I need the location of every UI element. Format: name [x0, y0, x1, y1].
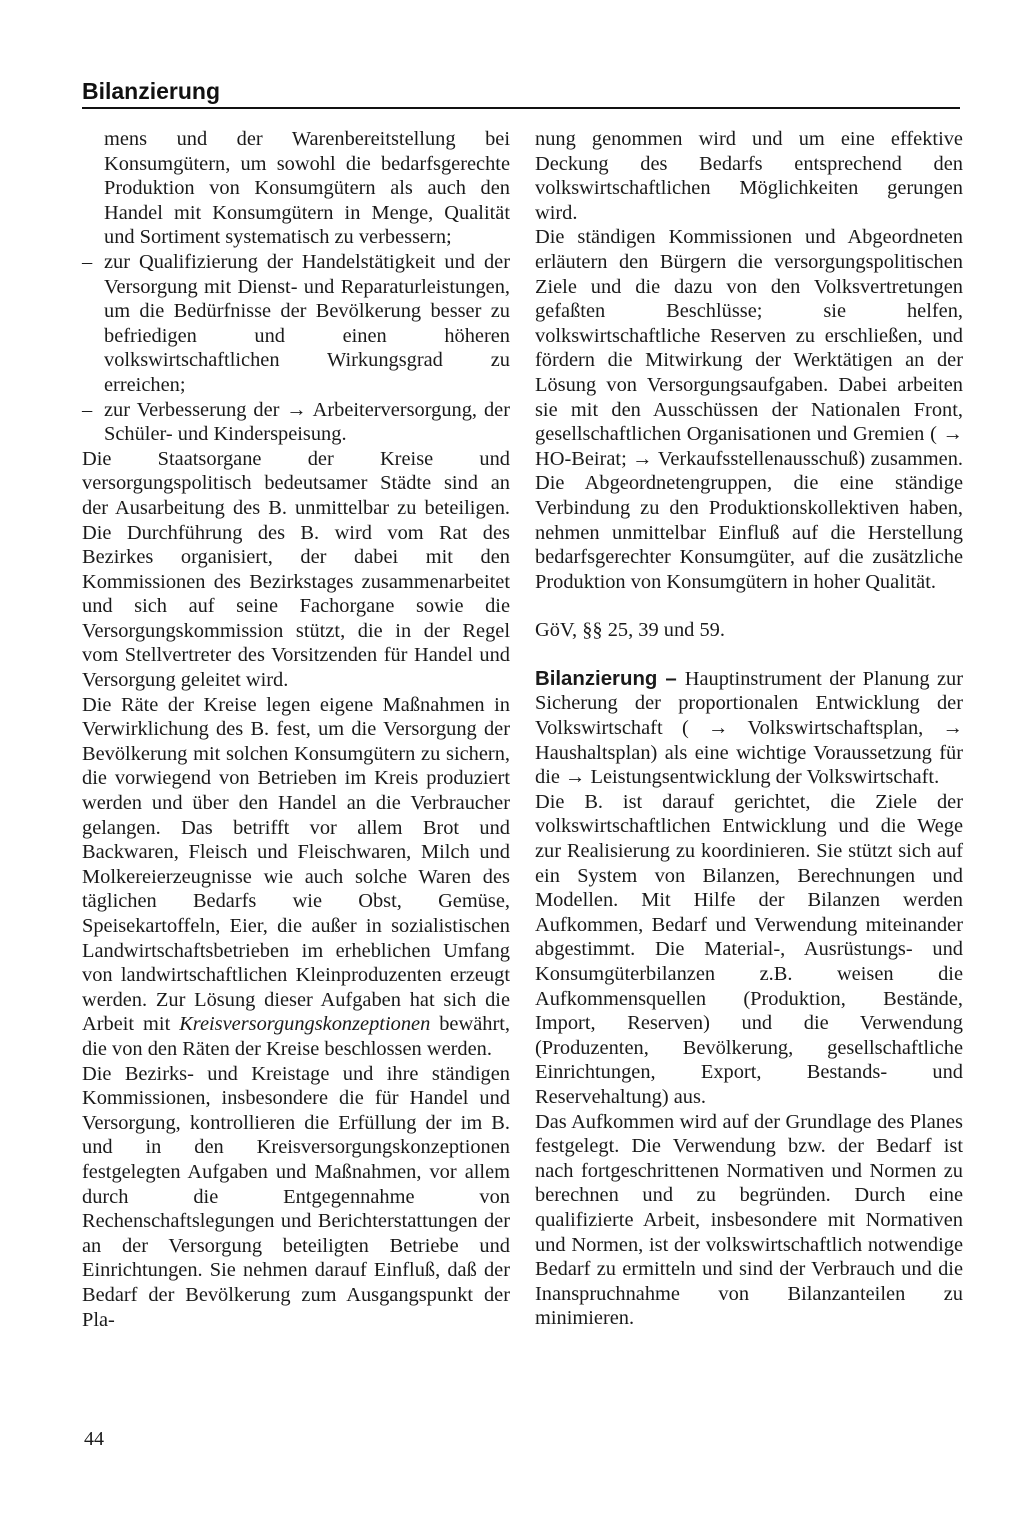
header-rule: [82, 107, 960, 109]
paragraph: Die B. ist darauf gerichtet, die Ziele der volkswirtschaftlichen Entwicklung und die Wege zur Realisierung zu koordinieren. Sie stützt sich auf ein System von Bilanzen, Berechnungen und Modellen. Mit Hilfe der Bilanzen werden Aufkommen, Bedarf und Verwendung miteinander abgestimmt. Die Material-, Ausrüstungs- und Konsumgüterbilanzen z.B. weisen die Aufkommensquellen (Produktion, Bestände, Import, Reserven) und die Verwendung (Produzenten, Bevölkerung, gesellschaftliche Einrichtungen, Export, Bestands- und Reservehaltung) aus.: [535, 790, 963, 1108]
list-item: [82, 250, 510, 398]
paragraph: Das Aufkommen wird auf der Grundlage des Planes festgelegt. Die Verwendung bzw. der Bedarf ist nach fortgeschrittenen Normativen und Normen zu berechnen und zu begründen. Durch eine qualifizierte Arbeit, insbesondere mit Normativen und Normen, ist der volkswirtschaftlich notwendige Bedarf zu ermitteln und sind der Verbrauch und die Inanspruchnahme von Bilanzanteilen zu minimieren.: [535, 1110, 963, 1330]
page-number: 44: [84, 1428, 104, 1450]
list-item-text: zur Qualifizierung der Handelstätigkeit und der Versorgung mit Dienst- und Reparaturleistungen, um die Bedürfnisse der Bevölkerung besser zu befriedigen und einen höheren volkswirtschaftlichen Wirkungsgrad zu erreichen;: [104, 250, 510, 396]
list-item-text: zur Verbesserung der → Arbeiterversorgung, der Schüler- und Kinderspeisung.: [104, 398, 510, 446]
entry-dash: –: [657, 667, 685, 690]
paragraph: nung genommen wird und um eine effektive Deckung des Bedarfs entsprechend den volkswirtschaftlichen Möglichkeiten gerungen wird.: [535, 128, 963, 224]
paragraph: Die ständigen Kommissionen und Abgeordneten erläutern den Bürgern die versorgungspolitischen Ziele und die dazu von den Volksvertretungen gefaßten Beschlüsse; sie helfen, volkswirtschaftliche Reserven zu erschließen, und fördern die Mitwirkung der Werktätigen an der Lösung von Versorgungsaufgaben. Dabei arbeiten sie mit den Ausschüssen der Nationalen Front, gesellschaftlichen Organisationen und Gremien ( → HO-Beirat; → Verkaufsstellenausschuß) zusammen. Die Abgeordnetengruppen, die eine ständige Verbindung zu den Produktionskollektiven haben, nehmen unmittelbar Einfluß auf die Herstellung bedarfsgerechter Konsumgüter, auf die zusätzliche Produktion von Konsumgütern in hoher Qualität.: [535, 226, 963, 593]
paragraph: Die Staatsorgane der Kreise und versorgungspolitisch bedeutsamer Städte sind an der Ausarbeitung des B. unmittelbar zu beteiligen. Die Durchführung des B. wird vom Rat des Bezirkes organisiert, der dabei mit den Kommissionen des Bezirkstages zusammenarbeitet und sich auf seine Fachorgane sowie die Versorgungskommission stützt, die in der Regel vom Stellvertreter des Vorsitzenden für Handel und Versorgung geleitet wird.: [82, 447, 510, 692]
running-header-title: Bilanzierung: [82, 78, 221, 104]
paragraph-text: bewährt, die von den Räten der Kreise beschlossen werden.: [82, 1013, 510, 1060]
right-column: [535, 127, 963, 1331]
paragraph-text: Die Räte der Kreise legen eigene Maßnahmen in Verwirklichung des B. fest, um die Versorgung der Bevölkerung mit solchen Konsumgütern zu sichern, die vorwiegend von Betrieben im Kreis produziert werden und über den Handel an die Verbraucher gelangen. Das betrifft vor allem Brot und Backwaren, Fleisch und Fleischwaren, Milch und Molkereierzeugnisse wie auch solche Waren des täglichen Bedarfs wie Obst, Gemüse, Speisekartoffeln, Eier, die außer in sozialistischen Landwirtschaftsbetrieben im erheblichen Umfang von landwirtschaftlichen Kleinproduzenten erzeugt werden. Zur Lösung dieser Aufgaben hat sich die Arbeit mit: [82, 693, 510, 1036]
reference: GöV, §§ 25, 39 und 59.: [535, 619, 725, 642]
list-item: [82, 398, 510, 447]
paragraph: [82, 693, 510, 1062]
dictionary-entry: [535, 667, 963, 790]
left-column: [82, 127, 510, 1332]
paragraph: Die Bezirks- und Kreistage und ihre ständigen Kommissionen, insbesondere die für Handel und Versorgung, kontrollieren die Erfüllung der im B. und in den Kreisversorgungskonzeptionen festgelegten Aufgaben und Maßnahmen, vor allem durch die Entgegennahme von Rechenschaftslegungen und Berichterstattungen der an der Versorgung beteiligten Betriebe und Einrichtungen. Sie nehmen darauf Einfluß, daß der Bedarf der Bevölkerung zum Ausgangspunkt der Pla-: [82, 1062, 510, 1331]
list-dash: –: [82, 250, 93, 273]
entry-term: Bilanzierung: [535, 667, 658, 690]
intro-continuation: mens und der Warenbereitstellung bei Konsumgütern, um sowohl die bedarfsgerechte Produktion von Konsumgütern als auch den Handel mit Konsumgütern in Menge, Qualität und Sortiment systematisch zu verbessern;: [104, 128, 510, 249]
entry-definition: Hauptinstrument der Planung zur Sicherung der proportionalen Entwicklung der Volkswirtschaft ( → Volkswirtschaftsplan, → Haushaltsplan) als eine wichtige Voraussetzung für die → Leistungsentwicklung der Volkswirtschaft.: [535, 667, 963, 789]
spacer: [535, 643, 963, 667]
spacer: [535, 594, 963, 618]
italic-term: Kreisversorgungskonzeptionen: [179, 1013, 431, 1036]
list-dash: –: [82, 398, 93, 421]
